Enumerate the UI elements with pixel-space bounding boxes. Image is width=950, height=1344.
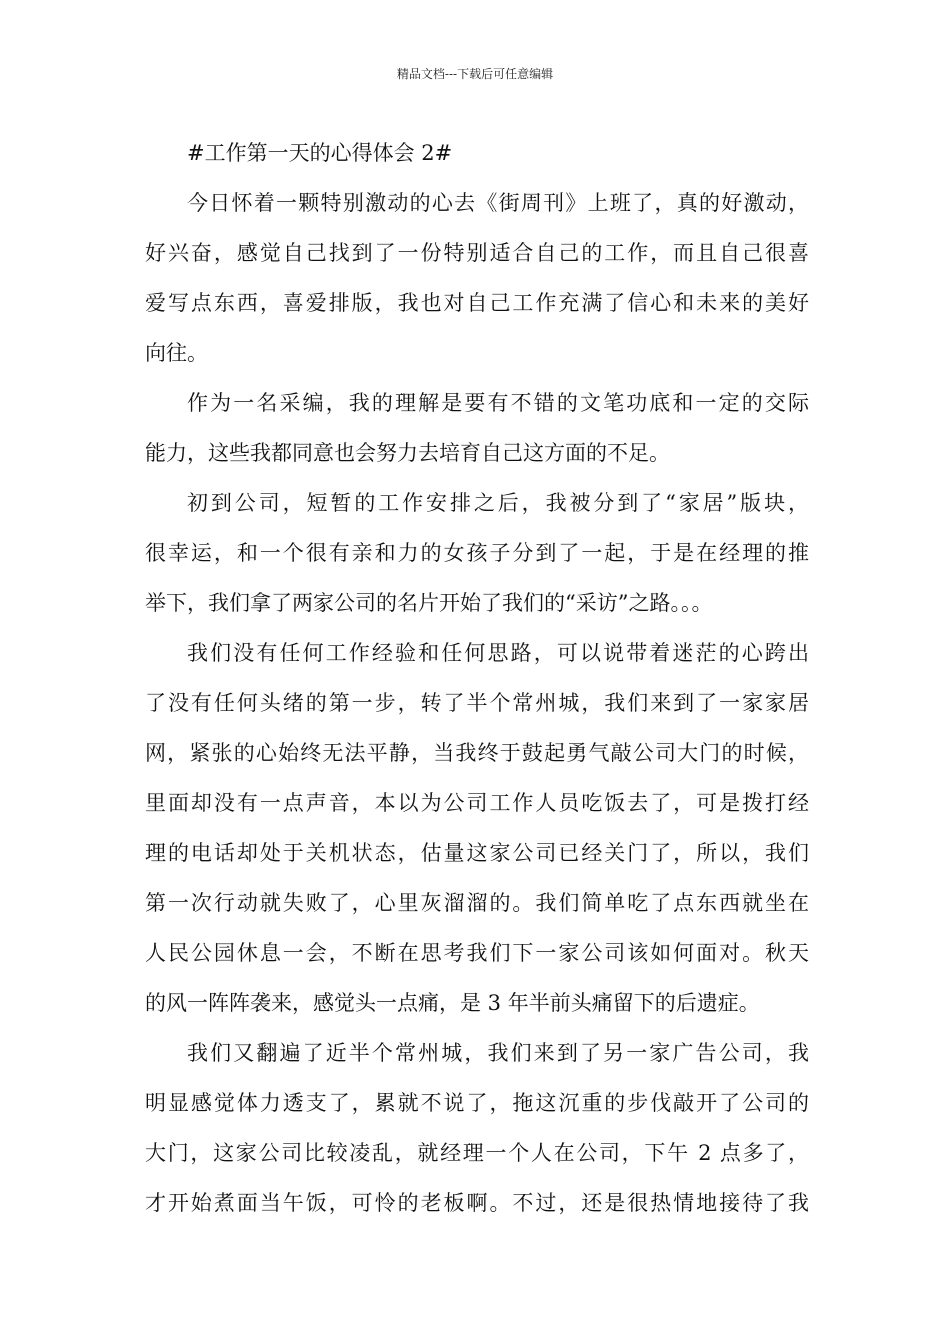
text-line: 了没有任何头绪的第一步，转了半个常州城，我们来到了一家家居 bbox=[145, 691, 809, 715]
text-line: 大门，这家公司比较凌乱，就经理一个人在公司，下午 2 点多了， bbox=[145, 1141, 809, 1165]
text-line: 的风一阵阵袭来，感觉头一点痛，是 3 年半前头痛留下的后遗症。 bbox=[145, 991, 760, 1015]
text-line: 向往。 bbox=[145, 341, 208, 365]
text-line: 作为一名采编，我的理解是要有不错的文笔功底和一定的交际 bbox=[187, 391, 809, 415]
text-line: 理的电话却处于关机状态，估量这家公司已经关门了，所以，我们 bbox=[145, 841, 809, 865]
text-line: 好兴奋，感觉自己找到了一份特别适合自己的工作，而且自己很喜 bbox=[145, 241, 809, 265]
page-header: 精品文档---下载后可任意编辑 bbox=[396, 67, 554, 81]
text-line: 我们又翻遍了近半个常州城，我们来到了另一家广告公司，我 bbox=[187, 1041, 809, 1065]
text-line: 里面却没有一点声音，本以为公司工作人员吃饭去了，可是拨打经 bbox=[145, 791, 809, 815]
paragraph-4 bbox=[145, 628, 809, 1028]
text-line: 很幸运，和一个很有亲和力的女孩子分到了一起，于是在经理的推 bbox=[145, 541, 809, 565]
paragraph-3 bbox=[145, 478, 809, 628]
text-line: 初到公司，短暂的工作安排之后，我被分到了“家居”版块， bbox=[187, 491, 809, 515]
paragraph-2 bbox=[145, 378, 809, 478]
text-line: 今日怀着一颗特别激动的心去《街周刊》上班了，真的好激动， bbox=[187, 191, 809, 215]
text-line: 明显感觉体力透支了，累就不说了，拖这沉重的步伐敲开了公司的 bbox=[145, 1091, 809, 1115]
text-line: 才开始煮面当午饭，可怜的老板啊。不过，还是很热情地接待了我 bbox=[145, 1191, 809, 1215]
document-heading: #工作第一天的心得体会 2# bbox=[187, 141, 453, 165]
text-line: 我们没有任何工作经验和任何思路，可以说带着迷茫的心跨出 bbox=[187, 641, 809, 665]
text-line: 网，紧张的心始终无法平静，当我终于鼓起勇气敲公司大门的时候， bbox=[145, 741, 809, 765]
text-line: 人民公园休息一会，不断在思考我们下一家公司该如何面对。秋天 bbox=[145, 941, 809, 965]
text-line: 能力，这些我都同意也会努力去培育自己这方面的不足。 bbox=[145, 441, 670, 465]
text-line: 第一次行动就失败了，心里灰溜溜的。我们简单吃了点东西就坐在 bbox=[145, 891, 809, 915]
text-line: 举下，我们拿了两家公司的名片开始了我们的“采访”之路。。。 bbox=[145, 591, 713, 615]
text-line: 爱写点东西，喜爱排版，我也对自己工作充满了信心和未来的美好 bbox=[145, 291, 809, 315]
paragraph-1 bbox=[145, 178, 809, 378]
document-body bbox=[145, 128, 809, 1228]
paragraph-5 bbox=[145, 1028, 809, 1228]
